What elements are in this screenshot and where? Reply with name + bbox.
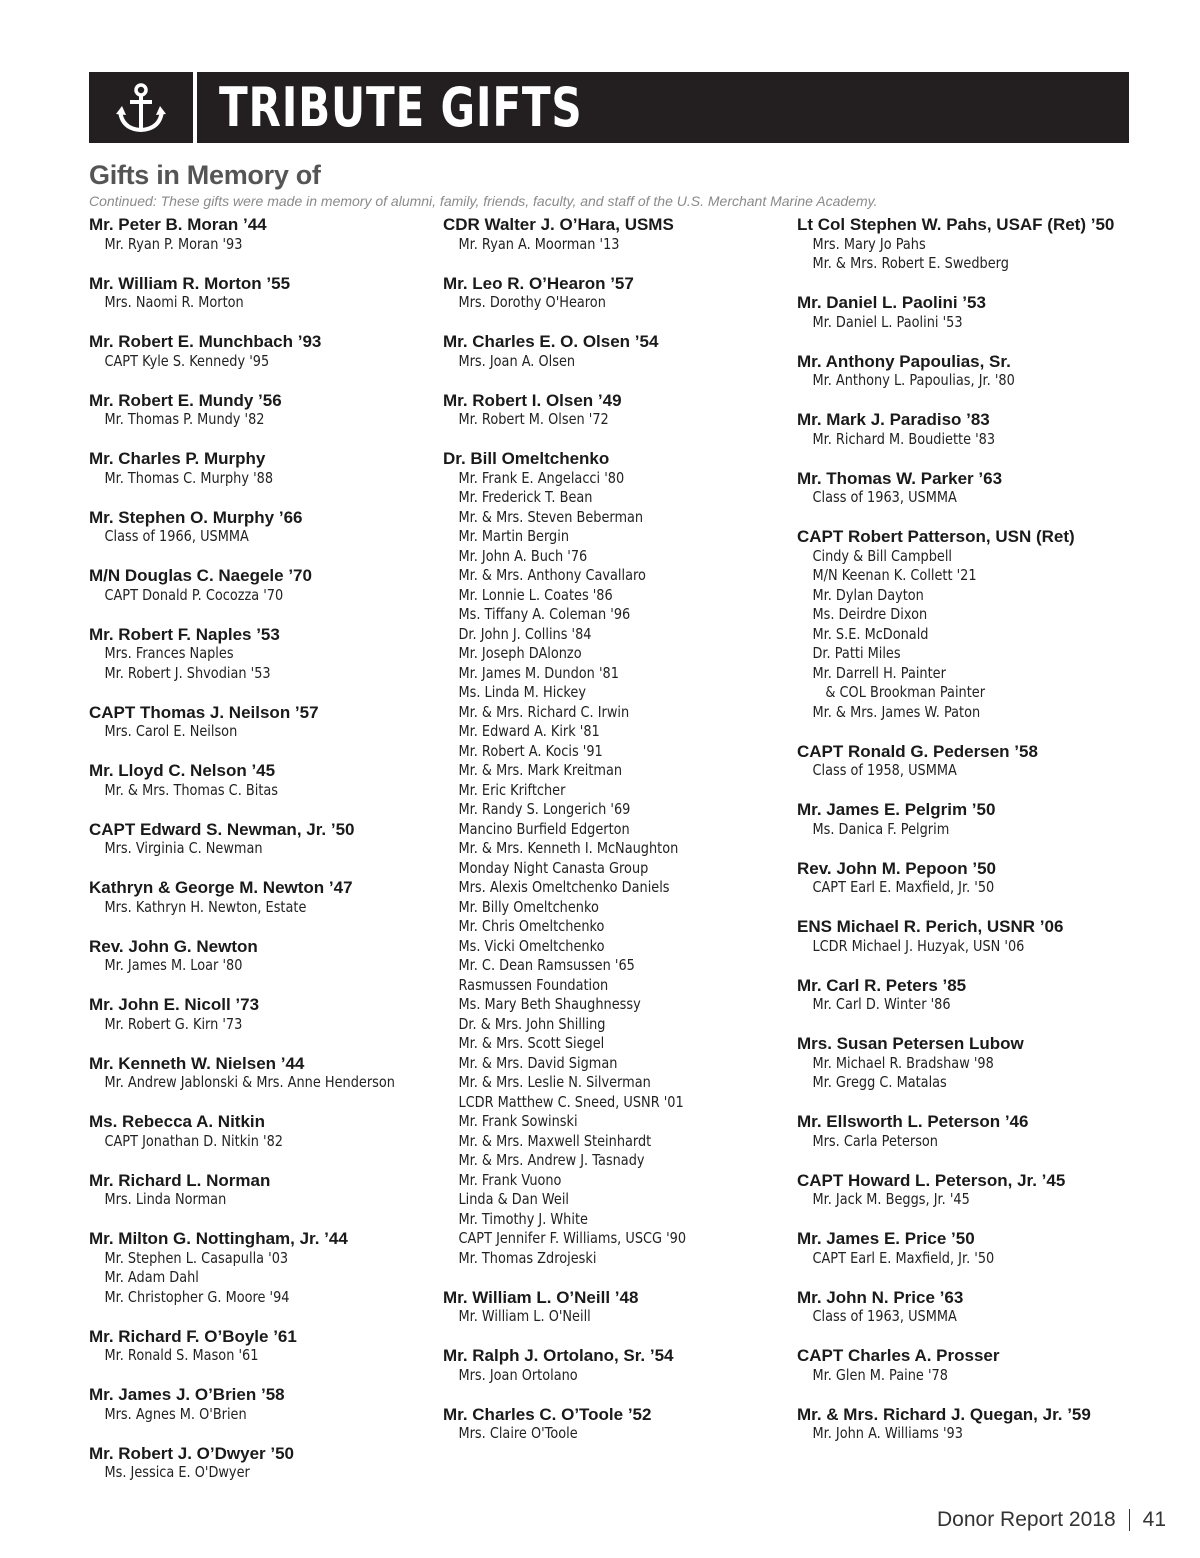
section-subtitle: Continued: These gifts were made in memory of alumni, family, friends, faculty, and staff of the U.S. Merchant Marine Academy. (89, 193, 878, 209)
honoree-name: Mr. Robert J. O’Dwyer ’50 (89, 1443, 295, 1463)
page-footer (937, 1508, 1166, 1532)
tribute-entry (89, 274, 434, 313)
column-1 (89, 215, 434, 1502)
donor-name: Mr. Robert A. Kocis '91 (458, 741, 603, 760)
donor-name: Mr. Jack M. Beggs, Jr. '45 (812, 1190, 970, 1208)
donor-name: CAPT Earl E. Maxfield, Jr. '50 (812, 878, 995, 896)
tribute-entry (89, 1112, 434, 1151)
tribute-entry (89, 566, 434, 605)
donor-name: Mr. Billy Omeltchenko (458, 897, 599, 916)
honoree-name: Rev. John G. Newton (89, 936, 258, 956)
donor-name: Class of 1963, USMMA (812, 1307, 957, 1325)
donor-name: Mr. & Mrs. Kenneth I. McNaughton (458, 839, 679, 857)
donor-name: Mr. Ryan A. Moorman '13 (458, 234, 620, 253)
honoree-name: Mr. Ellsworth L. Peterson ’46 (797, 1112, 1029, 1131)
column-2 (443, 215, 788, 1463)
tribute-entry (89, 995, 434, 1034)
tribute-entry (89, 878, 434, 917)
donor-name: Mr. Stephen L. Casapulla '03 (104, 1248, 289, 1267)
tribute-entry (797, 1171, 1142, 1210)
tribute-entry (797, 1405, 1142, 1444)
tribute-entry (797, 1288, 1142, 1327)
donor-name: Mrs. Mary Jo Pahs (812, 234, 926, 253)
donor-name: Mrs. Kathryn H. Newton, Estate (104, 897, 307, 916)
donor-name: Ms. Linda M. Hickey (458, 683, 586, 701)
donor-name: CAPT Kyle S. Kennedy '95 (104, 351, 270, 370)
tribute-entry (797, 527, 1142, 722)
tribute-entry (89, 761, 434, 800)
footer-divider (1129, 1509, 1130, 1531)
donor-name: Mancino Burfield Edgerton (458, 819, 630, 838)
tribute-entry (89, 1229, 434, 1307)
donor-name: Mrs. Dorothy O'Hearon (458, 293, 606, 311)
honoree-name: Mr. Anthony Papoulias, Sr. (797, 351, 1011, 371)
donor-name: Dr. John J. Collins '84 (458, 624, 592, 643)
donor-name: Mr. Frank E. Angelacci '80 (458, 468, 625, 487)
donor-name: Mrs. Virginia C. Newman (104, 839, 263, 857)
tribute-entry (797, 742, 1142, 781)
honoree-name: Mr. Daniel L. Paolini ’53 (797, 293, 986, 312)
donor-name: Linda & Dan Weil (458, 1190, 570, 1208)
tribute-entry (443, 215, 788, 254)
donor-name: Mr. & Mrs. Andrew J. Tasnady (458, 1151, 645, 1169)
tribute-entry (797, 976, 1142, 1015)
honoree-name: Kathryn & George M. Newton ’47 (89, 878, 353, 897)
donor-name: Mr. Ryan P. Moran '93 (104, 234, 243, 253)
donor-name: Mr. John A. Buch '76 (458, 546, 588, 565)
donor-name: Mr. Martin Bergin (458, 527, 570, 545)
donor-name: Mr. Robert J. Shvodian '53 (104, 663, 271, 682)
honoree-name: Mr. Robert E. Mundy ’56 (89, 390, 282, 410)
honoree-name: Rev. John M. Pepoon ’50 (797, 858, 996, 878)
tribute-entry (89, 1385, 434, 1424)
section-heading: Gifts in Memory of (89, 160, 321, 190)
donor-name: Ms. Deirdre Dixon (812, 605, 928, 623)
donor-name: Mr. C. Dean Ramsussen '65 (458, 956, 635, 974)
donor-name: Mr. & Mrs. James W. Paton (812, 702, 981, 721)
donor-name: Mr. Timothy J. White (458, 1209, 588, 1228)
donor-name: Ms. Mary Beth Shaughnessy (458, 995, 641, 1013)
tribute-entry (797, 352, 1142, 391)
honoree-name: Lt Col Stephen W. Pahs, USAF (Ret) ’50 (797, 215, 1115, 234)
honoree-name: M/N Douglas C. Naegele ’70 (89, 566, 312, 585)
donor-name: Mrs. Carol E. Neilson (104, 722, 238, 740)
honoree-name: Mr. Carl R. Peters ’85 (797, 975, 967, 995)
page-title: TRIBUTE GIFTS (219, 76, 583, 139)
tribute-entry (89, 391, 434, 430)
honoree-name: Mr. Leo R. O’Hearon ’57 (443, 273, 634, 293)
donor-name: Mr. Lonnie L. Coates '86 (458, 585, 613, 604)
donor-name: Mr. Chris Omeltchenko (458, 917, 605, 935)
report-name: Donor Report 2018 (937, 1508, 1116, 1531)
tribute-entry (797, 1229, 1142, 1268)
honoree-name: Mr. Stephen O. Murphy ’66 (89, 507, 303, 527)
donor-name: Mr. Edward A. Kirk '81 (458, 722, 600, 740)
donor-name: Mr. Frank Vuono (458, 1170, 562, 1189)
donor-name: Mrs. Linda Norman (104, 1190, 227, 1208)
donor-name: Mrs. Joan Ortolano (458, 1365, 578, 1384)
honoree-name: Mr. James E. Price ’50 (797, 1229, 975, 1248)
honoree-name: Mr. Thomas W. Parker ’63 (797, 468, 1003, 488)
honoree-name: Mr. James J. O’Brien ’58 (89, 1385, 285, 1404)
tribute-entry (797, 293, 1142, 332)
donor-name: Mr. John A. Williams '93 (812, 1424, 963, 1442)
donor-name: Ms. Danica F. Pelgrim (812, 819, 950, 838)
donor-name: Mrs. Claire O'Toole (458, 1424, 578, 1442)
honoree-name: Dr. Bill Omeltchenko (443, 449, 610, 468)
tribute-entry (89, 508, 434, 547)
donor-name: Mrs. Carla Peterson (812, 1131, 938, 1150)
honoree-name: Mr. William R. Morton ’55 (89, 273, 291, 293)
honoree-name: Mr. Richard L. Norman (89, 1170, 271, 1190)
anchor-icon (114, 81, 168, 135)
tribute-entry (89, 820, 434, 859)
tribute-entry (89, 332, 434, 371)
honoree-name: Mr. William L. O’Neill ’48 (443, 1287, 639, 1307)
honoree-name: Mr. Charles P. Murphy (89, 449, 266, 468)
honoree-name: ENS Michael R. Perich, USNR ’06 (797, 917, 1064, 936)
tribute-entry (797, 469, 1142, 508)
donor-name: CAPT Donald P. Cocozza '70 (104, 585, 284, 604)
donor-name: Mr. Thomas Zdrojeski (458, 1248, 597, 1267)
donor-name: Mr. & Mrs. Maxwell Steinhardt (458, 1131, 652, 1150)
honoree-name: Mr. Charles E. O. Olsen ’54 (443, 332, 659, 351)
donor-name: Mr. Eric Kriftcher (458, 780, 566, 799)
donor-name: Mr. Michael R. Bradshaw '98 (812, 1053, 994, 1072)
donor-name: Mr. Christopher G. Moore '94 (104, 1287, 290, 1306)
donor-name: Mrs. Naomi R. Morton (104, 293, 244, 311)
tribute-entry (89, 1444, 434, 1483)
donor-name: CAPT Jennifer F. Williams, USCG '90 (458, 1229, 687, 1247)
honoree-name: CDR Walter J. O’Hara, USMS (443, 215, 674, 234)
honoree-name: Mr. Kenneth W. Nielsen ’44 (89, 1053, 305, 1073)
tribute-entry (443, 332, 788, 371)
donor-name: Mr. & Mrs. Richard C. Irwin (458, 702, 630, 721)
honoree-name: Mr. Robert F. Naples ’53 (89, 624, 280, 644)
donor-name: Mr. Andrew Jablonski & Mrs. Anne Henderson (104, 1073, 395, 1091)
tribute-entry (89, 1054, 434, 1093)
donor-name: Mr. Joseph DAlonzo (458, 644, 582, 662)
donor-name: Mr. & Mrs. Scott Siegel (458, 1034, 605, 1052)
honoree-name: Mr. James E. Pelgrim ’50 (797, 800, 996, 819)
honoree-name: CAPT Ronald G. Pedersen ’58 (797, 741, 1038, 761)
honoree-name: Ms. Rebecca A. Nitkin (89, 1112, 266, 1131)
donor-name: Mr. Anthony L. Papoulias, Jr. '80 (812, 371, 1015, 389)
donor-name: LCDR Matthew C. Sneed, USNR '01 (458, 1092, 684, 1111)
tribute-entry (797, 1112, 1142, 1151)
anchor-icon-box (89, 72, 197, 143)
tribute-entry (797, 1034, 1142, 1093)
honoree-name: Mrs. Susan Petersen Lubow (797, 1034, 1024, 1053)
donor-name: Mr. James M. Loar '80 (104, 956, 243, 974)
honoree-name: Mr. & Mrs. Richard J. Quegan, Jr. ’59 (797, 1404, 1091, 1424)
column-3 (797, 215, 1142, 1463)
donor-name: Mr. Carl D. Winter '86 (812, 995, 951, 1013)
donor-name: Mr. Robert M. Olsen '72 (458, 410, 609, 428)
tribute-entry (797, 1346, 1142, 1385)
donor-name: Mr. Robert G. Kirn '73 (104, 1014, 243, 1033)
honoree-name: CAPT Howard L. Peterson, Jr. ’45 (797, 1170, 1066, 1190)
donor-name: Mr. Richard M. Boudiette '83 (812, 429, 996, 448)
honoree-name: Mr. Milton G. Nottingham, Jr. ’44 (89, 1229, 348, 1248)
honoree-name: Mr. John N. Price ’63 (797, 1287, 964, 1307)
donor-name: Mr. Ronald S. Mason '61 (104, 1346, 259, 1364)
donor-name: Mr. Daniel L. Paolini '53 (812, 312, 963, 331)
honoree-name: Mr. Lloyd C. Nelson ’45 (89, 761, 276, 780)
honoree-name: Mr. Ralph J. Ortolano, Sr. ’54 (443, 1346, 674, 1365)
donor-name: Mrs. Alexis Omeltchenko Daniels (458, 878, 670, 896)
donor-name: Mr. Dylan Dayton (812, 585, 924, 604)
tribute-entry (443, 274, 788, 313)
title-banner (89, 72, 1129, 143)
tribute-entry (89, 937, 434, 976)
tribute-entry (89, 1327, 434, 1366)
honoree-name: Mr. Robert I. Olsen ’49 (443, 390, 622, 410)
donor-name: Mr. & Mrs. David Sigman (458, 1053, 618, 1072)
donor-name: Mr. Darrell H. Painter (812, 663, 946, 682)
donor-name: Mr. & Mrs. Mark Kreitman (458, 761, 623, 779)
donor-name: Mr. & Mrs. Anthony Cavallaro (458, 566, 646, 584)
donor-name: Mr. James M. Dundon '81 (458, 663, 619, 682)
donor-name: Mr. Frank Sowinski (458, 1112, 578, 1130)
donor-name: Cindy & Bill Campbell (812, 546, 953, 565)
donor-name: Dr. & Mrs. John Shilling (458, 1014, 606, 1033)
tribute-entry (443, 449, 788, 1268)
donor-name: Class of 1963, USMMA (812, 488, 957, 506)
tribute-entry (797, 800, 1142, 839)
donor-name: Mr. S.E. McDonald (812, 624, 929, 643)
donor-name: Ms. Tiffany A. Coleman '96 (458, 605, 631, 623)
tribute-entry (443, 1405, 788, 1444)
honoree-name: Mr. Peter B. Moran ’44 (89, 215, 267, 234)
honoree-name: CAPT Robert Patterson, USN (Ret) (797, 527, 1075, 546)
page-number: 41 (1142, 1508, 1166, 1531)
tribute-entry (89, 625, 434, 684)
donor-name: Mrs. Frances Naples (104, 644, 234, 662)
donor-name: M/N Keenan K. Collett '21 (812, 566, 977, 584)
honoree-name: Mr. Charles C. O’Toole ’52 (443, 1404, 652, 1424)
tribute-entry (443, 1288, 788, 1327)
donor-name: LCDR Michael J. Huzyak, USN '06 (812, 936, 1025, 955)
donor-name: Ms. Jessica E. O'Dwyer (104, 1463, 250, 1481)
tribute-entry (89, 449, 434, 488)
donor-name: Mr. Randy S. Longerich '69 (458, 800, 631, 818)
honoree-name: Mr. John E. Nicoll ’73 (89, 995, 260, 1014)
donor-name: Class of 1966, USMMA (104, 527, 249, 545)
donor-name: Mr. & Mrs. Leslie N. Silverman (458, 1073, 651, 1091)
donor-name: Mr. Thomas P. Mundy '82 (104, 410, 265, 428)
donor-name: CAPT Jonathan D. Nitkin '82 (104, 1131, 283, 1150)
tribute-entry (89, 215, 434, 254)
donor-name: Dr. Patti Miles (812, 644, 901, 662)
donor-name: Ms. Vicki Omeltchenko (458, 936, 605, 955)
donor-name: Mr. & Mrs. Thomas C. Bitas (104, 780, 279, 799)
donor-name: Mr. William L. O'Neill (458, 1307, 591, 1325)
tribute-entry (797, 859, 1142, 898)
donor-name: Mrs. Agnes M. O'Brien (104, 1404, 247, 1423)
donor-name: & COL Brookman Painter (825, 683, 986, 701)
donor-name: Mr. Gregg C. Matalas (812, 1073, 947, 1091)
tribute-entry (89, 703, 434, 742)
tribute-entry (443, 391, 788, 430)
donor-name: Mr. & Mrs. Steven Beberman (458, 507, 644, 526)
donor-name: Mr. & Mrs. Robert E. Swedberg (812, 254, 1009, 272)
tribute-entry (797, 917, 1142, 956)
tribute-entry (797, 215, 1142, 274)
donor-name: Class of 1958, USMMA (812, 761, 957, 779)
donor-name: Mr. Adam Dahl (104, 1268, 199, 1286)
honoree-name: Mr. Richard F. O’Boyle ’61 (89, 1326, 297, 1346)
tribute-entry (89, 1171, 434, 1210)
tribute-entry (443, 1346, 788, 1385)
donor-name: Mr. Glen M. Paine '78 (812, 1365, 948, 1384)
donor-name: Rasmussen Foundation (458, 975, 609, 994)
honoree-name: CAPT Edward S. Newman, Jr. ’50 (89, 819, 355, 839)
honoree-name: Mr. Mark J. Paradiso ’83 (797, 410, 990, 429)
honoree-name: CAPT Thomas J. Neilson ’57 (89, 702, 319, 722)
donor-name: Monday Night Canasta Group (458, 858, 649, 877)
tribute-entry (797, 410, 1142, 449)
honoree-name: Mr. Robert E. Munchbach ’93 (89, 332, 322, 351)
donor-name: Mr. Thomas C. Murphy '88 (104, 468, 274, 487)
donor-name: CAPT Earl E. Maxfield, Jr. '50 (812, 1248, 995, 1267)
honoree-name: CAPT Charles A. Prosser (797, 1346, 1000, 1365)
donor-name: Mrs. Joan A. Olsen (458, 351, 576, 370)
donor-name: Mr. Frederick T. Bean (458, 488, 593, 506)
